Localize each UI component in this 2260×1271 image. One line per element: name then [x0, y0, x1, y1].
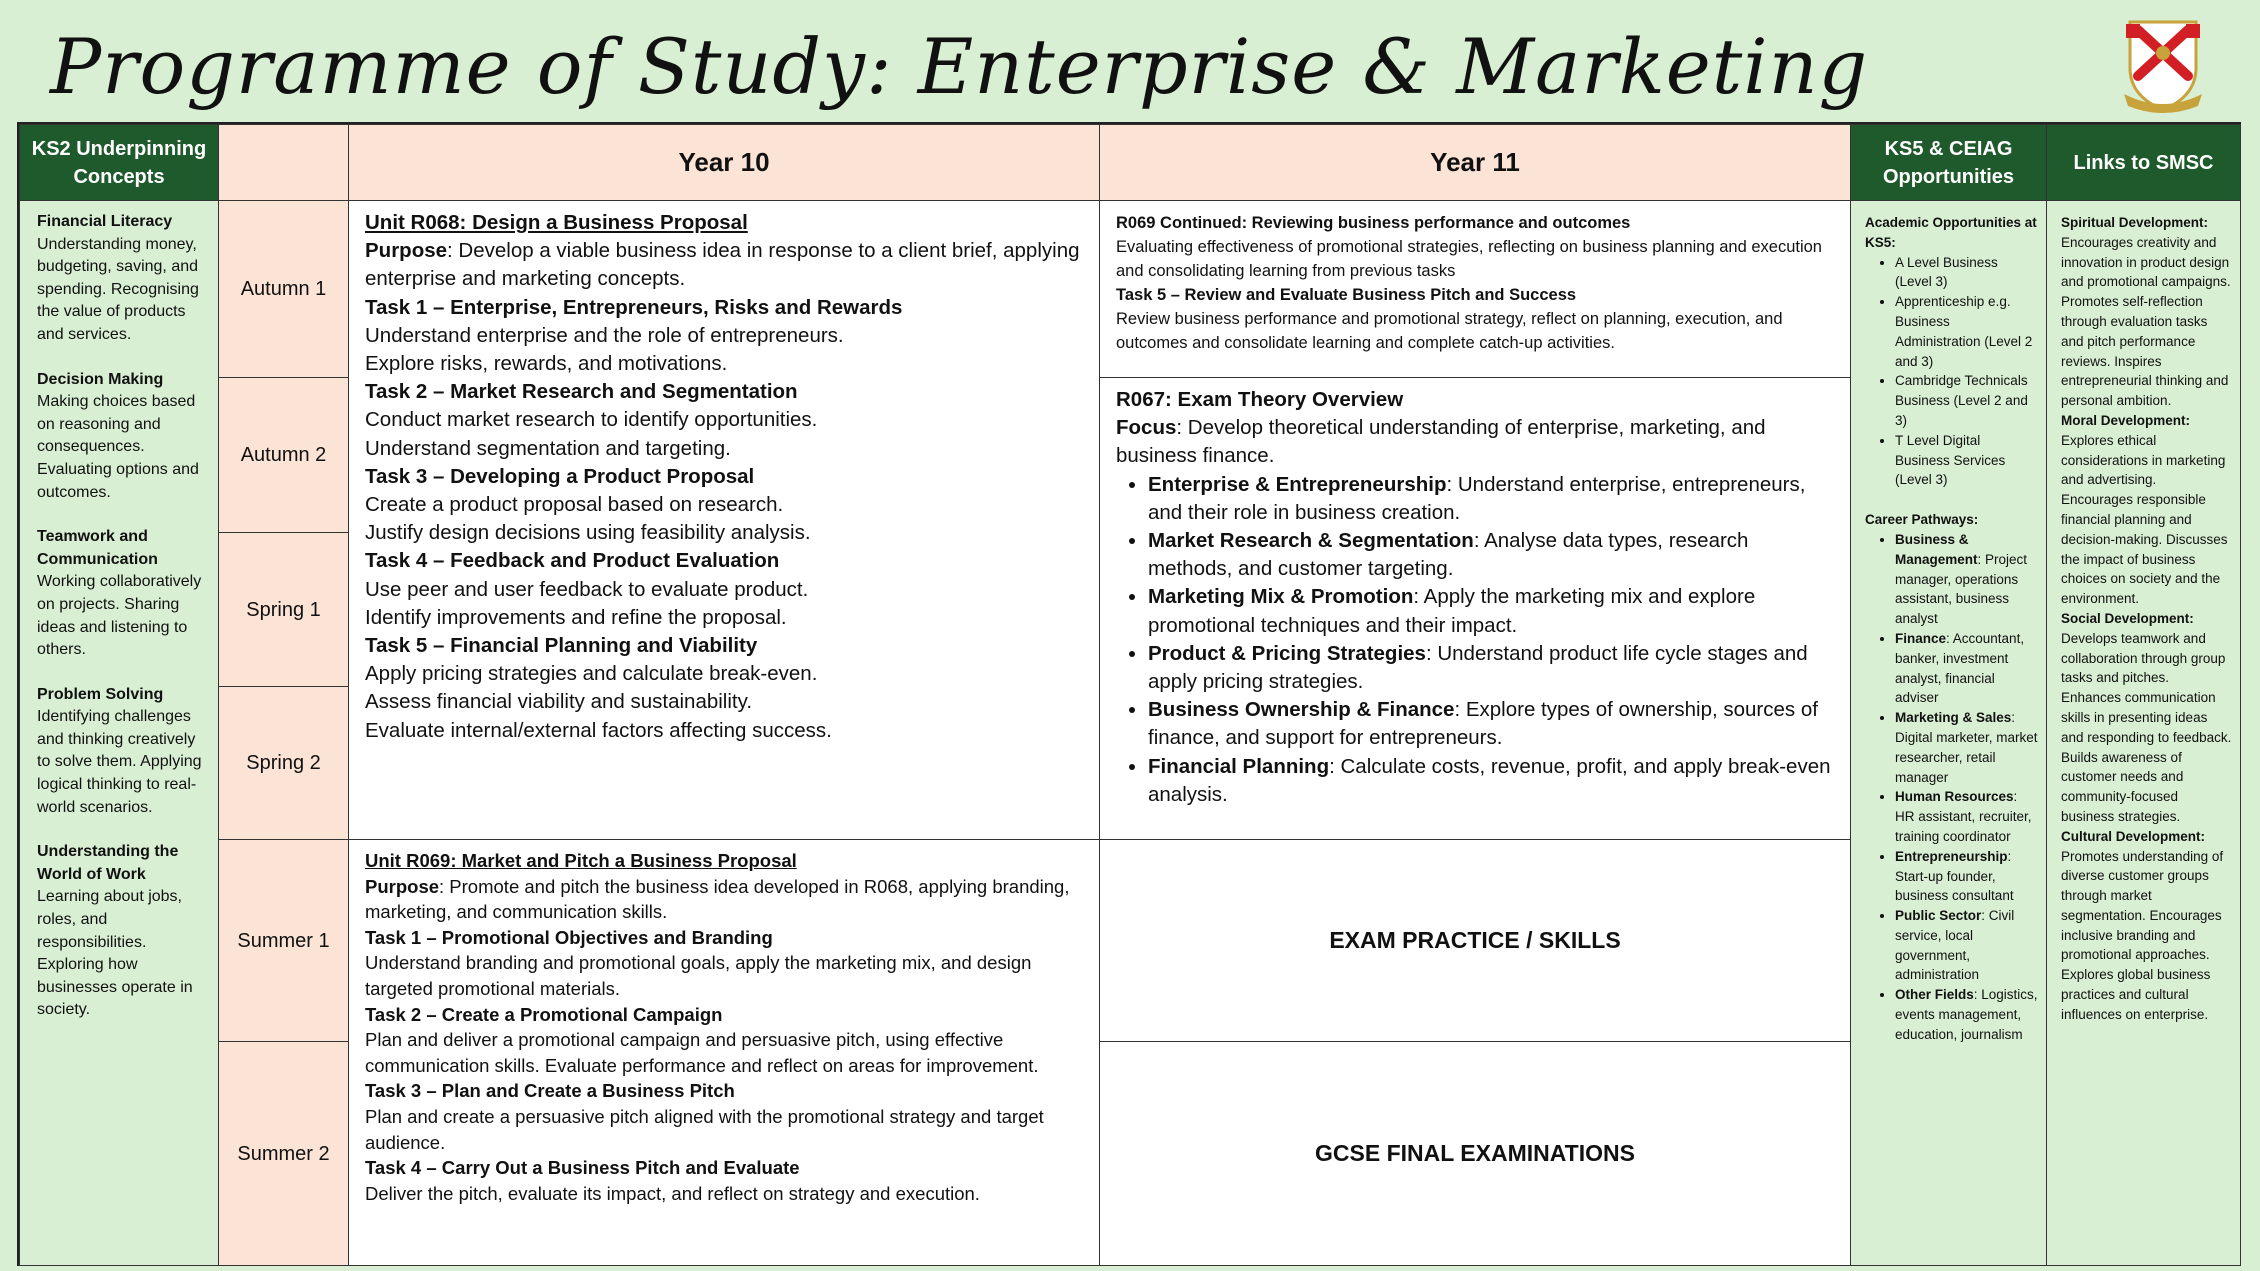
- list-item: • Financial Planning: Calculate costs, revenue, profit, and apply break-even analysis.: [1148, 753, 1836, 809]
- academic-title: Academic Opportunities at KS5:: [1865, 215, 2037, 250]
- section-title: Task 5 – Review and Evaluate Business Pitch and Success: [1116, 286, 1577, 304]
- term-summer-2: Summer 2: [218, 1041, 349, 1266]
- smsc-links: [2046, 200, 2241, 1266]
- term-spring-2: Spring 2: [218, 686, 349, 840]
- year10-r068: [348, 200, 1100, 840]
- term-autumn-2: Autumn 2: [218, 377, 349, 533]
- ks2-text: Understanding money, budgeting, saving, and spending. Recognising the value of products and services.: [37, 235, 199, 343]
- ks2-title: Problem Solving: [37, 685, 164, 703]
- list-item: • Entrepreneurship: Start-up founder, business consultant: [1895, 847, 2038, 906]
- smsc-block: Cultural Development: Promotes understanding of diverse customer groups through market segmentation. Encourages inclusive branding and promotional approaches. Explores global business practices and cultural influences on enterprise.: [2061, 828, 2224, 1022]
- list-item: • Business & Management: Project manager, operations assistant, business analyst: [1895, 530, 2038, 629]
- curriculum-grid: [17, 122, 2241, 1266]
- year11-r067: [1099, 377, 1851, 840]
- term-spring-1: Spring 1: [218, 532, 349, 687]
- section-text: Evaluating effectiveness of promotional strategies, reflecting on business planning and execution and consolidating learning from previous tasks: [1116, 238, 1822, 280]
- section-title: R069 Continued: Reviewing business performance and outcomes: [1116, 214, 1631, 232]
- career-title: Career Pathways:: [1865, 512, 1979, 528]
- year10-r069: [348, 839, 1100, 1266]
- ks2-title: Financial Literacy: [37, 213, 173, 230]
- list-item: • Public Sector: Civil service, local government, administration: [1895, 906, 2038, 985]
- ks2-text: Learning about jobs, roles, and responsibilities. Exploring how businesses operate in society.: [37, 888, 193, 1019]
- list-item: • Human Resources: HR assistant, recruiter, training coordinator: [1895, 787, 2038, 846]
- unit-title: Unit R069: Market and Pitch a Business Proposal: [365, 850, 797, 871]
- ks2-block: [37, 211, 208, 347]
- list-item: • Apprenticeship e.g. Business Administration (Level 2 and 3): [1895, 292, 2038, 371]
- ks2-title: Decision Making: [37, 370, 164, 388]
- ks2-text: Identifying challenges and thinking creatively to solve them. Applying logical thinking to real-world scenarios.: [37, 708, 202, 816]
- unit-purpose: Purpose: Develop a viable business idea in response to a client brief, applying enterprise and marketing concepts.: [365, 239, 1080, 291]
- smsc-block: Moral Development: Explores ethical considerations in marketing and advertising. Encourages responsible financial planning and decision-making. Discusses the impact of business choices on society and the environment.: [2061, 412, 2228, 607]
- smsc-block: Social Development: Develops teamwork and collaboration through group tasks and pitches. Enhances communication skills in presenting ideas and responding to feedback. Builds awareness of customer needs and community-focused business strategies.: [2061, 610, 2232, 824]
- list-item: • Product & Pricing Strategies: Understand product life cycle stages and apply pricing strategies.: [1148, 640, 1836, 696]
- ks2-title: Teamwork and Communication: [37, 528, 158, 568]
- task: Task 3 – Plan and Create a Business Pitch Plan and create a persuasive pitch aligned with the promotional strategy and target audience.: [365, 1080, 1044, 1153]
- career-list: [1865, 530, 2038, 1045]
- task: Task 2 – Market Research and Segmentation Conduct market research to identify opportunities. Understand segmentation and targeting.: [365, 380, 818, 460]
- term-autumn-1: Autumn 1: [218, 200, 349, 378]
- task: Task 1 – Enterprise, Entrepreneurs, Risks and Rewards Understand enterprise and the role of entrepreneurs. Explore risks, rewards, and motivations.: [365, 295, 903, 376]
- list-item: • Cambridge Technicals Business (Level 2 and 3): [1895, 371, 2038, 430]
- academic-list: [1865, 253, 2038, 491]
- ks5-opportunities: [1850, 200, 2047, 1266]
- ks2-text: Making choices based on reasoning and consequences. Evaluating options and outcomes.: [37, 393, 199, 501]
- task: Task 3 – Developing a Product Proposal Create a product proposal based on research. Justify design decisions using feasibility analysis.: [365, 464, 811, 545]
- ks2-text: Working collaboratively on projects. Sharing ideas and listening to others.: [37, 573, 202, 659]
- list-item: • Business Ownership & Finance: Explore types of ownership, sources of finance, and support for entrepreneurs.: [1148, 696, 1836, 752]
- ks2-concepts: [19, 200, 219, 1266]
- list-item: • A Level Business (Level 3): [1895, 253, 2038, 293]
- year11-final-exams: GCSE FINAL EXAMINATIONS: [1099, 1041, 1851, 1266]
- ks2-block: [37, 841, 208, 1022]
- ks2-title: Understanding the World of Work: [37, 843, 179, 883]
- ks2-block: [37, 369, 208, 505]
- term-header: [218, 124, 349, 201]
- year11-header: Year 11: [1099, 124, 1851, 201]
- year11-exam-practice: EXAM PRACTICE / SKILLS: [1099, 839, 1851, 1042]
- section-focus: Focus: Develop theoretical understanding of enterprise, marketing, and business finance.: [1116, 416, 1766, 468]
- task: Task 4 – Carry Out a Business Pitch and Evaluate Deliver the pitch, evaluate its impact, and reflect on strategy and execution.: [365, 1157, 980, 1204]
- task: Task 2 – Create a Promotional Campaign Plan and deliver a promotional campaign and persuasive pitch, using effective communication skills. Evaluate performance and reflect on areas for improvement.: [365, 1003, 1039, 1076]
- list-item: • Enterprise & Entrepreneurship: Understand enterprise, entrepreneurs, and their role in business creation.: [1148, 471, 1836, 527]
- ks2-block: [37, 684, 208, 820]
- unit-title: Unit R068: Design a Business Proposal: [365, 211, 748, 234]
- list-item: • Other Fields: Logistics, events management, education, journalism: [1895, 985, 2038, 1044]
- ks2-block: [37, 526, 208, 662]
- smsc-header: Links to SMSC: [2046, 124, 2241, 201]
- list-item: • Market Research & Segmentation: Analyse data types, research methods, and customer targeting.: [1148, 527, 1836, 583]
- unit-purpose: Purpose: Promote and pitch the business idea developed in R068, applying branding, marketing, and communication skills.: [365, 875, 1070, 923]
- task: Task 5 – Financial Planning and Viability Apply pricing strategies and calculate break-even. Assess financial viability and sustainability. Evaluate internal/external factors affecting success.: [365, 634, 832, 742]
- smsc-block: Spiritual Development: Encourages creativity and innovation in product design and promotional campaigns. Promotes self-reflection through evaluation tasks and pitch performance reviews. Inspires entrepreneurial thinking and personal ambition.: [2061, 215, 2231, 409]
- year10-header: Year 10: [348, 124, 1100, 201]
- section-title: R067: Exam Theory Overview: [1116, 388, 1404, 411]
- task: Task 1 – Promotional Objectives and Branding Understand branding and promotional goals, apply the marketing mix, and design targeted promotional materials.: [365, 926, 1032, 999]
- list-item: • T Level Digital Business Services (Level 3): [1895, 431, 2038, 490]
- term-summer-1: Summer 1: [218, 839, 349, 1042]
- school-crest-icon: [2120, 16, 2206, 114]
- ks5-header: KS5 & CEIAG Opportunities: [1850, 124, 2047, 201]
- task: Task 4 – Feedback and Product Evaluation Use peer and user feedback to evaluate product. Identify improvements and refine the proposal.: [365, 549, 809, 629]
- list-item: • Marketing Mix & Promotion: Apply the marketing mix and explore promotional techniques and their impact.: [1148, 583, 1836, 639]
- list-item: • Marketing & Sales: Digital marketer, market researcher, retail manager: [1895, 708, 2038, 787]
- year11-r069-continued: [1099, 200, 1851, 378]
- page-title: Programme of Study: Enterprise & Marketing: [50, 22, 1869, 111]
- list-item: • Finance: Accountant, banker, investment analyst, financial adviser: [1895, 629, 2038, 708]
- section-text: Review business performance and promotional strategy, reflect on planning, execution, and outcomes and consolidate learning and complete catch-up activities.: [1116, 310, 1783, 352]
- topic-list: [1116, 471, 1836, 809]
- ks2-header: KS2 Underpinning Concepts: [19, 124, 219, 201]
